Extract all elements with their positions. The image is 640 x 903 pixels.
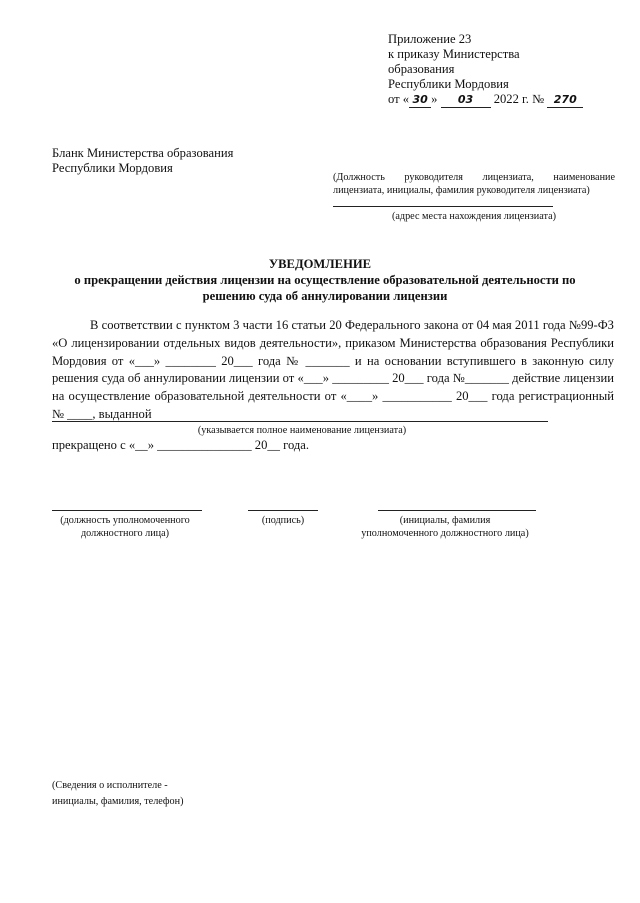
blank-header-line-1: Бланк Министерства образования	[52, 146, 234, 160]
appendix-block	[388, 32, 608, 108]
order-number: 270	[547, 92, 583, 108]
initials-signature-line	[378, 510, 536, 511]
initials-caption-line-2: уполномоченного должностного лица)	[361, 528, 529, 539]
licensee-name-line	[52, 421, 548, 422]
position-caption-line-2: должностного лица)	[80, 528, 170, 539]
terminated-line: прекращено с «__» _______________ 20__ года.	[52, 438, 310, 452]
ministry-blank-header	[52, 146, 233, 176]
appendix-date-line	[388, 92, 608, 108]
signature-caption: (подпись)	[261, 515, 305, 526]
executor-line-2: инициалы, фамилия, телефон)	[52, 796, 184, 807]
date-day: 30	[409, 92, 431, 108]
addressee-note: (Должность руководителя лицензиата, наименование лицензиата, инициалы, фамилия руководителя лицензиата)	[333, 172, 615, 196]
signature-line	[248, 510, 318, 511]
document-title: УВЕДОМЛЕНИЕ	[268, 257, 372, 271]
date-month: 03	[441, 92, 491, 108]
licensee-note: (указывается полное наименование лицензиата)	[197, 425, 407, 436]
appendix-line-3: образования	[388, 62, 455, 76]
blank-header-line-2: Республики Мордовия	[52, 161, 173, 175]
date-year: 2022 г. №	[493, 92, 545, 106]
body-paragraph: В соответствии с пунктом 3 части 16 статьи 20 Федерального закона от 04 мая 2011 года №99-ФЗ «О лицензировании отдельных видов деятельности», приказом Министерства образования Республики Мордовия от «___» ________ 20___ года № _______ и на основании вступившего в законную силу решения суда об аннулировании лицензии от «___» _________ 20___ года №_______ действие лицензии на осуществление образовательной деятельности от «____» ___________ 20___ года регистрационный № ____, выданной	[52, 318, 614, 421]
initials-caption	[340, 514, 550, 540]
date-mid: »	[431, 92, 438, 106]
appendix-line-2: к приказу Министерства	[388, 47, 520, 61]
executor-line-1: (Сведения о исполнителе -	[52, 780, 168, 791]
address-line	[333, 206, 553, 207]
executor-info	[52, 778, 183, 810]
position-caption	[40, 514, 210, 540]
appendix-line-4: Республики Мордовия	[388, 77, 509, 91]
position-caption-line-1: (должность уполномоченного	[60, 515, 190, 526]
position-signature-line	[52, 510, 202, 511]
address-note: (адрес места нахождения лицензиата)	[391, 211, 556, 222]
document-subtitle: о прекращении действия лицензии на осуществление образовательной деятельности по решению суда об аннулировании лицензии	[74, 273, 576, 303]
initials-caption-line-1: (инициалы, фамилия	[399, 515, 491, 526]
date-prefix: от «	[388, 92, 410, 106]
appendix-line-1: Приложение 23	[388, 32, 472, 46]
